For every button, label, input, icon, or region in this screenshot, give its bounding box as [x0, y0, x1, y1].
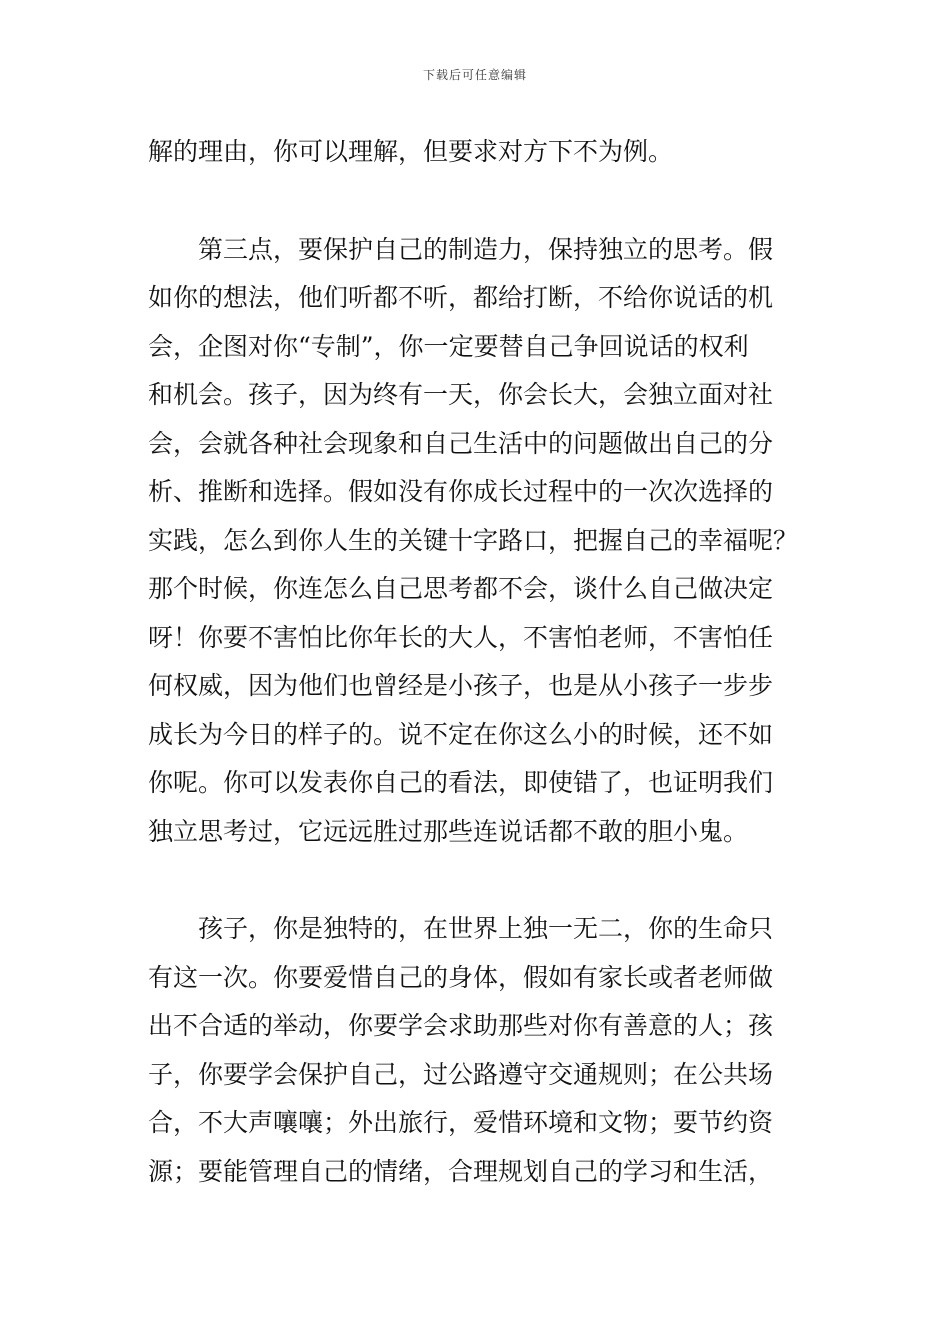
text-line: 第三点，要保护自己的制造力，保持独立的思考。假: [148, 234, 774, 264]
paragraph-2: [148, 226, 818, 857]
text-line: 源；要能管理自己的情绪，合理规划自己的学习和生活，: [148, 1156, 774, 1186]
text-line: 和机会。孩子，因为终有一天，你会长大，会独立面对社: [148, 380, 774, 409]
paragraph-3: [148, 905, 818, 1196]
text-line: 出不合适的举动，你要学会求助那些对你有善意的人；孩: [148, 1011, 774, 1040]
text-line: 何权威，因为他们也曾经是小孩子，也是从小孩子一步步: [148, 671, 774, 700]
text-line: 如你的想法，他们听都不听，都给打断，不给你说话的机: [148, 283, 774, 312]
text-line: 有这一次。你要爱惜自己的身体，假如有家长或者老师做: [148, 962, 774, 992]
paragraph-gap: [148, 856, 818, 905]
text-line: 那个时候，你连怎么自己思考都不会，谈什么自己做决定: [148, 574, 774, 603]
document-body: [148, 128, 818, 1196]
page-header: 下载后可任意编辑: [422, 68, 527, 82]
text-line: 孩子，你是独特的，在世界上独一无二，你的生命只: [148, 914, 774, 943]
paragraph-1: [148, 128, 818, 177]
text-line: 会，企图对你“专制”，你一定要替自己争回说话的权利: [148, 331, 749, 361]
paragraph-gap: [148, 177, 818, 226]
text-line: 解的理由，你可以理解，但要求对方下不为例。: [148, 137, 674, 166]
text-line: 合，不大声嚷嚷；外出旅行，爱惜环境和文物；要节约资: [148, 1108, 774, 1137]
text-line: 独立思考过，它远远胜过那些连说话都不敢的胆小鬼。: [148, 816, 749, 846]
text-line: 子，你要学会保护自己，过公路遵守交通规则；在公共场: [148, 1059, 774, 1089]
text-line: 析、推断和选择。假如没有你成长过程中的一次次选择的: [148, 477, 774, 506]
text-line: 呀！你要不害怕比你年长的大人，不害怕老师，不害怕任: [148, 622, 774, 652]
text-line: 你呢。你可以发表你自己的看法，即使错了，也证明我们: [148, 768, 774, 797]
text-line: 会，会就各种社会现象和自己生活中的问题做出自己的分: [148, 428, 774, 458]
text-line: 实践，怎么到你人生的关键十字路口，把握自己的幸福呢？: [148, 525, 799, 555]
text-line: 成长为今日的样子的。说不定在你这么小的时候，还不如: [148, 719, 774, 749]
